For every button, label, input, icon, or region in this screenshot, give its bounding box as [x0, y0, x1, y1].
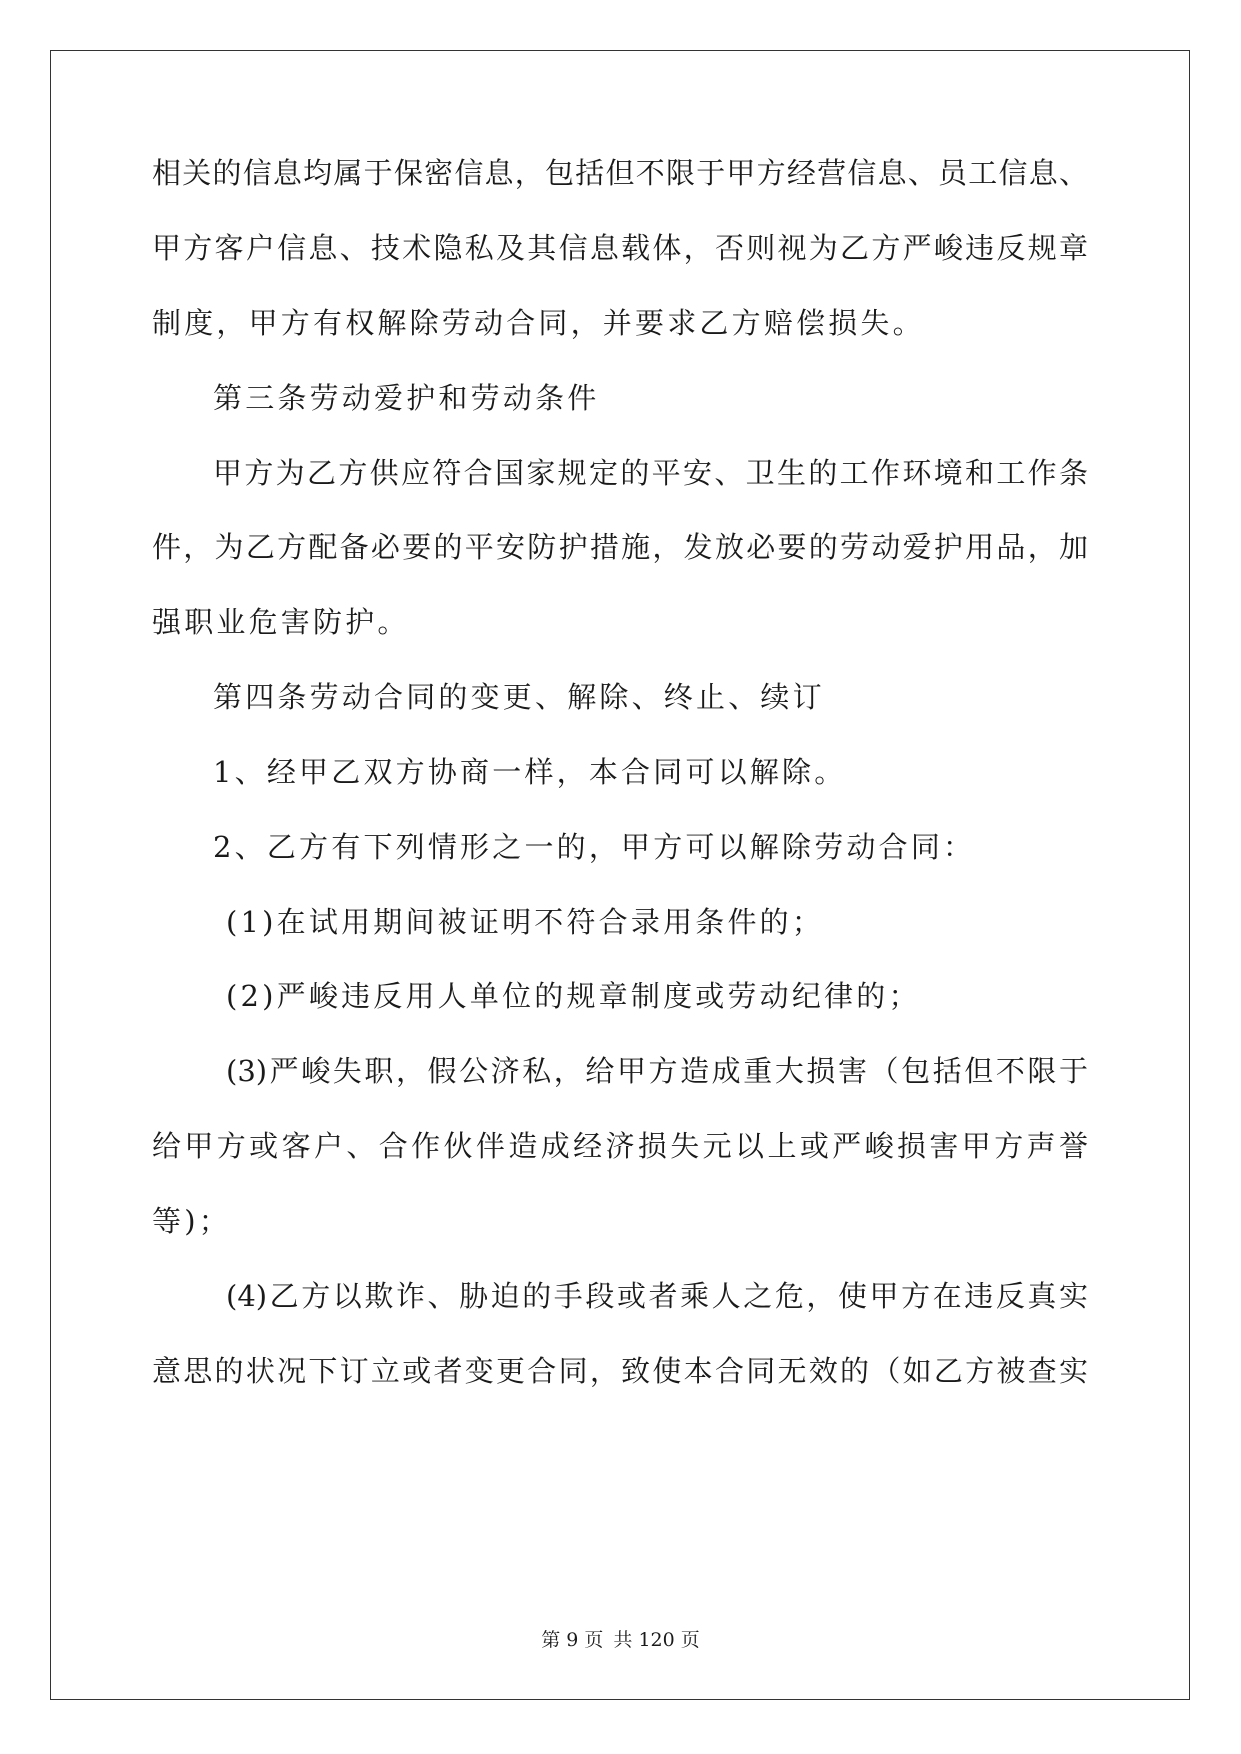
paragraph-line: 甲方客户信息、技术隐私及其信息载体，否则视为乙方严峻违反规章: [152, 231, 1088, 265]
paragraph-line: 件，为乙方配备必要的平安防护措施，发放必要的劳动爱护用品，加: [152, 530, 1088, 564]
paragraph-line: 制度，甲方有权解除劳动合同，并要求乙方赔偿损失。: [152, 306, 925, 340]
list-item: 2、乙方有下列情形之一的，甲方可以解除劳动合同：: [213, 830, 976, 864]
sub-list-item: (4)乙方以欺诈、胁迫的手段或者乘人之危，使甲方在违反真实: [226, 1279, 1088, 1313]
paragraph-line: 意思的状况下订立或者变更合同，致使本合同无效的（如乙方被查实: [152, 1354, 1088, 1388]
paragraph-line: 给甲方或客户、合作伙伴造成经济损失元以上或严峻损害甲方声誉: [152, 1129, 1088, 1163]
paragraph-line: 强职业危害防护。: [152, 605, 410, 639]
section-heading: 第四条劳动合同的变更、解除、终止、续订: [213, 680, 825, 714]
paragraph-line: 相关的信息均属于保密信息，包括但不限于甲方经营信息、员工信息、: [152, 156, 1088, 190]
section-heading: 第三条劳动爱护和劳动条件: [213, 381, 600, 415]
page-total: 共 120 页: [613, 1629, 700, 1651]
list-item: 1、经甲乙双方协商一样，本合同可以解除。: [213, 755, 847, 789]
sub-list-item: (1)在试用期间被证明不符合录用条件的；: [226, 905, 825, 939]
sub-list-item: (3)严峻失职，假公济私，给甲方造成重大损害（包括但不限于: [226, 1054, 1088, 1088]
page-border: [50, 50, 1190, 1700]
page-footer: [0, 1628, 1241, 1652]
sub-list-item: (2)严峻违反用人单位的规章制度或劳动纪律的；: [226, 979, 921, 1013]
paragraph-line: 甲方为乙方供应符合国家规定的平安、卫生的工作环境和工作条: [213, 456, 1088, 490]
paragraph-line: 等)；: [152, 1204, 231, 1238]
page-number: 第 9 页: [541, 1629, 604, 1651]
